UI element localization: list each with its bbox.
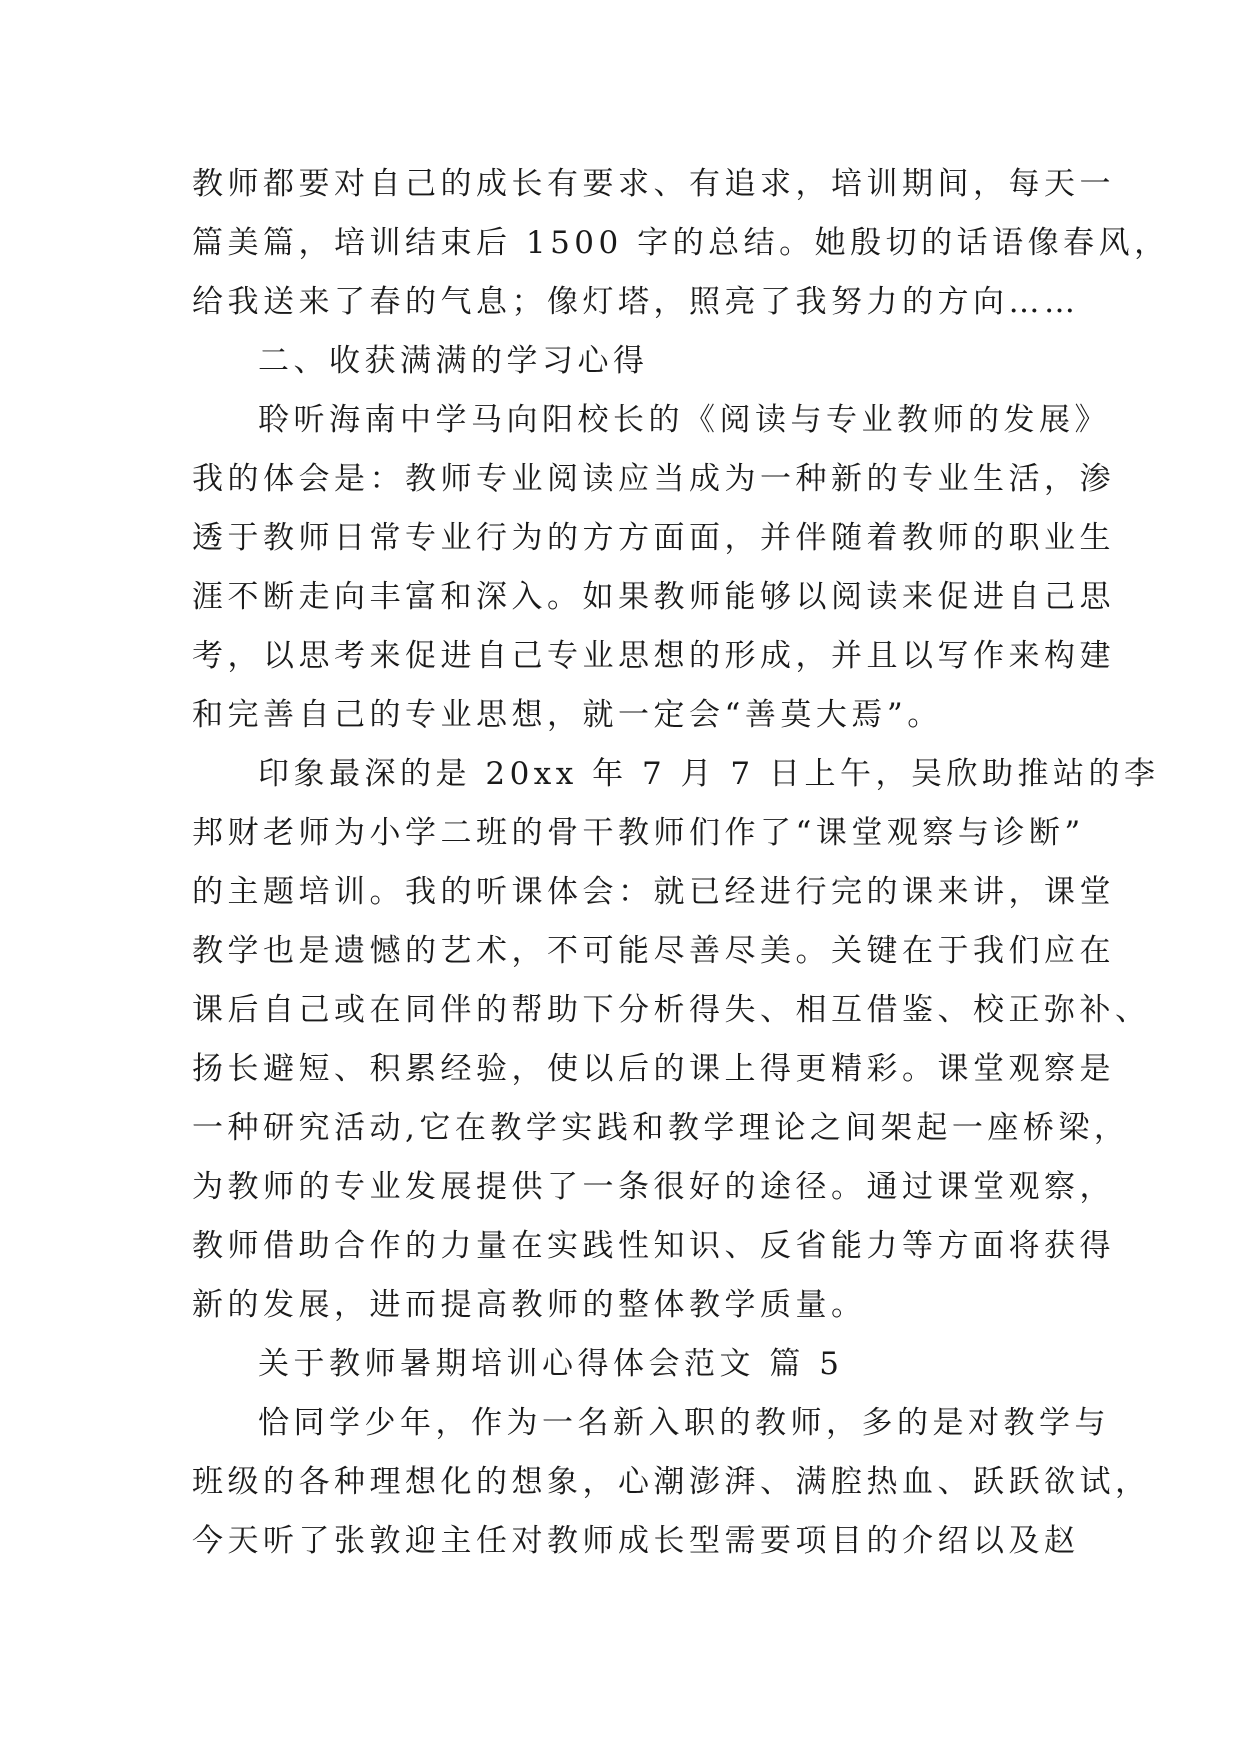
text-line: 课后自己或在同伴的帮助下分析得失、相互借鉴、校正弥补、	[192, 992, 1151, 1028]
text-line: 涯不断走向丰富和深入。如果教师能够以阅读来促进自己思	[192, 579, 1115, 615]
text-line: 恰同学少年，作为一名新入职的教师，多的是对教学与	[258, 1405, 1110, 1441]
text-line: 我的体会是：教师专业阅读应当成为一种新的专业生活，渗	[192, 461, 1115, 497]
text-line: 为教师的专业发展提供了一条很好的途径。通过课堂观察，	[192, 1169, 1115, 1205]
article-title: 关于教师暑期培训心得体会范文 篇 5	[258, 1346, 844, 1382]
text-line: 透于教师日常专业行为的方方面面，并伴随着教师的职业生	[192, 520, 1115, 556]
section-heading: 二、收获满满的学习心得	[258, 343, 649, 379]
text-line: 和完善自己的专业思想，就一定会“善莫大焉”。	[192, 697, 943, 733]
text-line: 教学也是遗憾的艺术，不可能尽善尽美。关键在于我们应在	[192, 933, 1115, 969]
text-line: 一种研究活动,它在教学实践和教学理论之间架起一座桥梁，	[192, 1110, 1130, 1146]
text-line: 班级的各种理想化的想象，心潮澎湃、满腔热血、跃跃欲试，	[192, 1464, 1151, 1500]
text-line: 的主题培训。我的听课体会：就已经进行完的课来讲，课堂	[192, 874, 1115, 910]
text-line: 今天听了张敦迎主任对教师成长型需要项目的介绍以及赵	[192, 1523, 1080, 1559]
text-line: 篇美篇，培训结束后 1500 字的总结。她殷切的话语像春风，	[192, 225, 1170, 261]
text-line: 印象最深的是 20xx 年 7 月 7 日上午，吴欣助推站的李	[258, 756, 1160, 792]
text-line: 邦财老师为小学二班的骨干教师们作了“课堂观察与诊断”	[192, 815, 1085, 851]
text-line: 教师借助合作的力量在实践性知识、反省能力等方面将获得	[192, 1228, 1115, 1264]
text-line: 新的发展，进而提高教师的整体教学质量。	[192, 1287, 867, 1323]
text-line: 教师都要对自己的成长有要求、有追求，培训期间，每天一	[192, 166, 1115, 202]
text-line: 考，以思考来促进自己专业思想的形成，并且以写作来构建	[192, 638, 1115, 674]
text-line: 给我送来了春的气息；像灯塔，照亮了我努力的方向……	[192, 284, 1080, 320]
text-line: 扬长避短、积累经验，使以后的课上得更精彩。课堂观察是	[192, 1051, 1115, 1087]
text-line: 聆听海南中学马向阳校长的《阅读与专业教师的发展》	[258, 402, 1110, 438]
